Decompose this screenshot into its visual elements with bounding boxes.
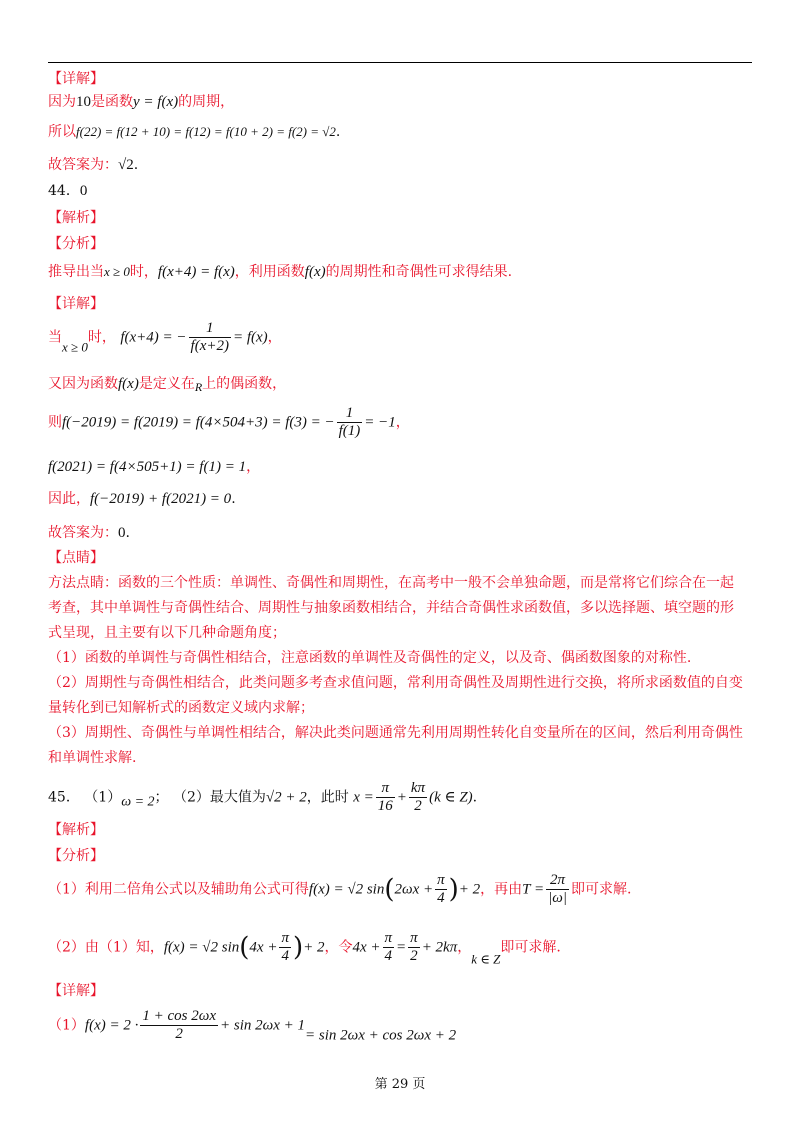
q44-note-4: （1）函数的单调性与奇偶性相结合，注意函数的单调性及奇偶性的定义，以及奇、偶函数图象的对称性.	[48, 650, 692, 666]
q44-number: 44．0	[48, 183, 88, 199]
q44-detail-3: 则f(−2019) = f(2019) = f(4×504+3) = f(3) = − $\frac{1}{f(1)}$ = −1，	[48, 405, 410, 439]
fraction: $\frac{\pi}{2}$	[410, 930, 418, 964]
fraction: $\frac{1 + \cos 2\omega x}{2}$	[142, 1008, 216, 1042]
q44-detail-4: f(2021) = f(4×505+1) = f(1) = 1，	[48, 459, 261, 475]
q45-label-jiexi: 【解析】	[48, 822, 104, 838]
q44-note-5: （2）周期性与奇偶性相结合，此类问题多考查求值问题，常利用奇偶性及周期性进行交换，将所求函数值的自变	[48, 675, 743, 691]
q44-label-fenxi: 【分析】	[48, 236, 104, 252]
q45-fenxi-1: （1）利用二倍角公式以及辅助角公式可得f(x) = √2 sin(2ωx + $\frac{\pi}{4}$ )+ 2，再由T = $\frac{2\pi}{|\omega|}$ 即可求解.	[48, 872, 632, 906]
page-number: 第 29 页	[374, 1077, 426, 1092]
q43-line1: 因为10是函数y = f(x)的周期，	[48, 94, 235, 110]
header-rule	[48, 62, 752, 63]
q44-label-detail: 【详解】	[48, 296, 104, 312]
q44-detail-1: 当x ≥ 0时， f(x+4) = − $\frac{1}{f(x+2)}$ = f(x)，	[48, 320, 282, 355]
q44-note-6: 量转化到已知解析式的函数定义域内求解；	[48, 700, 314, 716]
q45-answer-line: 45． （1）ω = 2； （2）最大值为√2 + 2，此时 x = $\frac{\pi}{16}$ + $\frac{k\pi}{2}$ (k ∈ Z).	[48, 780, 478, 814]
fraction: $\frac{\pi}{4}$	[437, 872, 445, 906]
q44-note-1: 方法点睛：函数的三个性质：单调性、奇偶性和周期性，在高考中一般不会单独命题，而是常将它们综合在一起	[48, 575, 734, 591]
q44-note-8: 和单调性求解.	[48, 750, 137, 766]
q44-label-dianjing: 【点睛】	[48, 550, 104, 566]
q44-label-jiexi: 【解析】	[48, 210, 104, 226]
q45-label-fenxi: 【分析】	[48, 848, 104, 864]
label-detail: 【详解】	[48, 71, 104, 87]
q44-note-2: 考查，其中单调性与奇偶性结合、周期性与抽象函数相结合，并结合奇偶性求函数值，多以选择题、填空题的形	[48, 600, 734, 616]
fraction: $\frac{1}{f(1)}$	[338, 405, 361, 439]
fraction: $\frac{\pi}{4}$	[281, 930, 289, 964]
q44-note-7: （3）周期性、奇偶性与单调性相结合，解决此类问题通常先利用周期性转化自变量所在的区间，然后利用奇偶性	[48, 725, 743, 741]
fraction: $\frac{1}{f(x+2)}$	[190, 320, 229, 354]
fraction: $\frac{\pi}{4}$	[384, 930, 393, 964]
q44-detail-2: 又因为函数f(x)是定义在R上的偶函数，	[48, 376, 287, 394]
fraction: $\frac{2\pi}{|\omega|}$	[548, 872, 567, 906]
q45-detail-1: （1）f(x) = 2 · $\frac{1 + \cos 2\omega x}{2}$ + sin 2ωx + 1= sin 2ωx + cos 2ωx + 2	[48, 1008, 457, 1044]
q44-fenxi-text: 推导出当x ≥ 0时，f(x+4) = f(x)，利用函数f(x)的周期性和奇偶性可求得结果.	[48, 264, 513, 280]
q43-line2: 所以f(22) = f(12 + 10) = f(12) = f(10 + 2) = f(2) = √2.	[48, 124, 341, 140]
fraction: $\frac{\pi}{16}$	[377, 780, 393, 814]
q44-note-3: 式呈现，且主要有以下几种命题角度；	[48, 625, 286, 641]
fraction: $\frac{k\pi}{2}$	[410, 780, 426, 814]
q43-answer: 故答案为：√2.	[48, 157, 139, 173]
q44-answer: 故答案为：0.	[48, 525, 130, 541]
q45-label-detail: 【详解】	[48, 983, 104, 999]
q45-fenxi-2: （2）由（1）知，f(x) = √2 sin(4x + $\frac{\pi}{4}$ )+ 2，令4x + $\frac{\pi}{4}$ = $\frac{\pi}{2}$ + 2kπ，k ∈ Z即可求解.	[48, 930, 561, 967]
q44-detail-5: 因此，f(−2019) + f(2021) = 0.	[48, 491, 236, 507]
